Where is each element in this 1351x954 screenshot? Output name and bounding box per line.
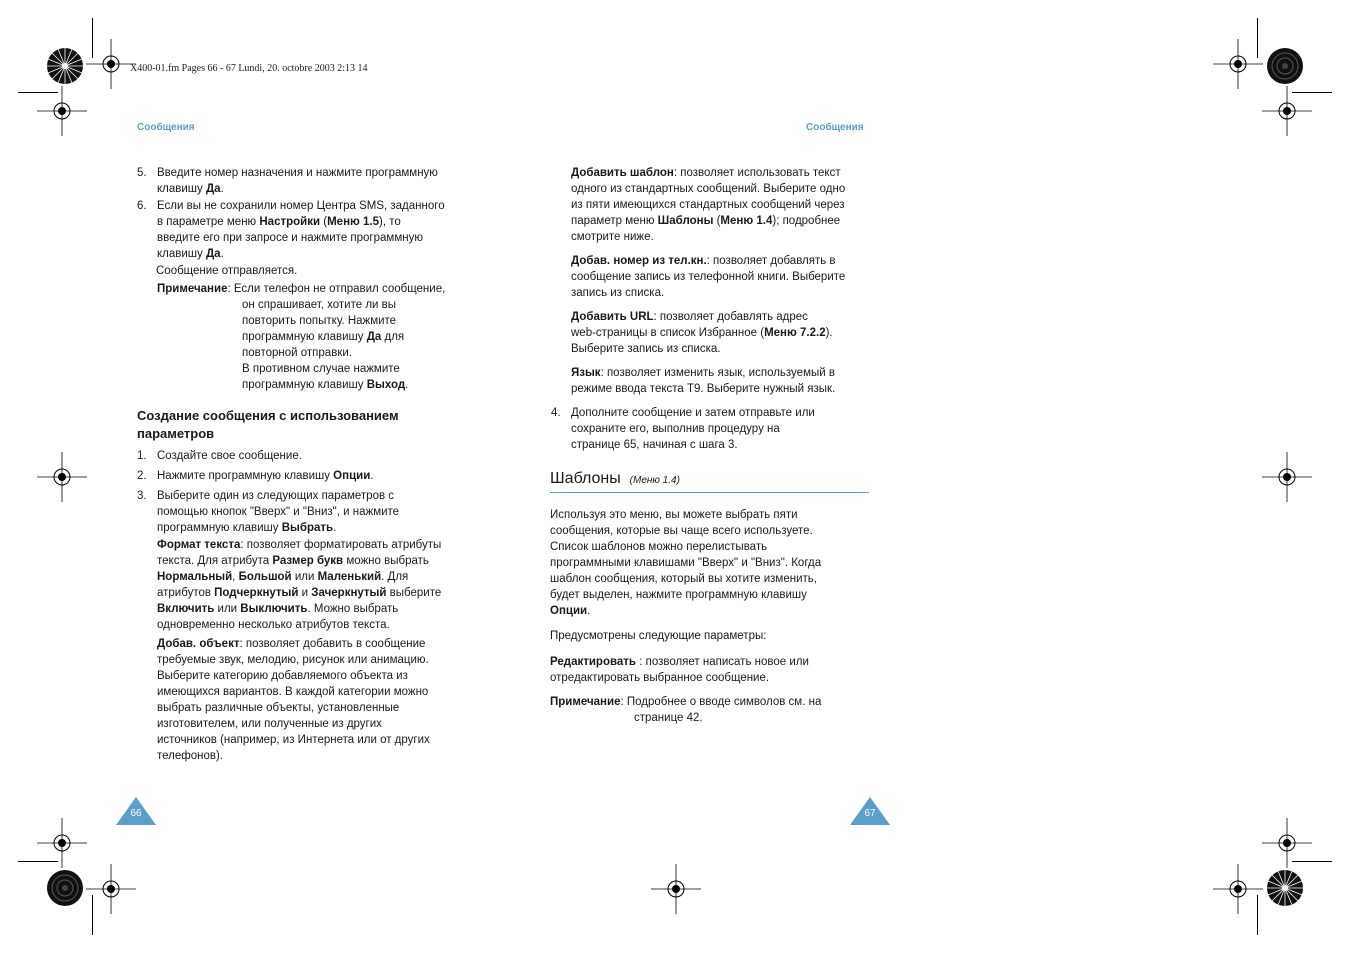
- subsection-heading: Создание сообщения с использованием параметров: [137, 408, 399, 441]
- option-add-template: Добавить шаблон: позволяет использовать текст одного из стандартных сообщений. Выберите одно из пяти имеющихся стандартных сообщений через параметр меню Шаблоны (Меню 1.4); подробнее смотрите ниже.: [571, 167, 846, 243]
- section-rule: [550, 492, 869, 493]
- crop-line: [92, 18, 93, 58]
- parameters-intro: Предусмотрены следующие параметры:: [550, 630, 767, 642]
- page-number-badge: [850, 797, 890, 825]
- crosshair-mark: [1213, 864, 1263, 914]
- crosshair-mark: [1262, 452, 1312, 502]
- crosshair-mark: [86, 39, 136, 89]
- crop-line: [1292, 861, 1332, 862]
- registration-sunburst-mark: [46, 47, 84, 85]
- registration-sunburst-mark: [1266, 47, 1304, 85]
- templates-description: Используя это меню, вы можете выбрать пяти сообщения, которые вы чаще всего используете. Список шаблонов можно перелистывать программными клавишами "Вверх" и "Вниз". Когда шаблон сообщения, который вы хотите изменить, будет выделен, нажмите программную клавишу Опции.: [550, 509, 822, 617]
- page-number: 66: [130, 808, 142, 819]
- crosshair-mark: [1213, 39, 1263, 89]
- crop-line: [18, 861, 58, 862]
- crosshair-mark: [1262, 86, 1312, 136]
- right-page-header: Сообщения: [806, 122, 864, 133]
- crop-line: [18, 92, 58, 93]
- note-block: Примечание: Если телефон не отправил сообщение, он спрашивает, хотите ли вы повторить попытку. Нажмите программную клавишу Да для повторной отправки. В противном случае нажмите программную клавишу Выход.: [157, 283, 446, 391]
- section-title: Шаблоны (Меню 1.4): [550, 470, 680, 487]
- crop-line: [1257, 895, 1258, 935]
- crop-line: [92, 895, 93, 935]
- page-number-badge: [116, 797, 156, 825]
- option-format-text: Формат текста: позволяет форматировать атрибуты текста. Для атрибута Размер букв можно выбрать Нормальный, Большой или Маленький. Для атрибутов Подчеркнутый и Зачеркнутый выберите Включить или Выключить. Можно выбрать одновременно несколько атрибутов текста.: [157, 539, 442, 631]
- crosshair-mark: [651, 864, 701, 914]
- option-add-url: Добавить URL: позволяет добавлять адрес web-страницы в список Избранное (Меню 7.2.2). Выберите запись из списка.: [571, 311, 833, 355]
- option-language: Язык: позволяет изменить язык, используемый в режиме ввода текста T9. Выберите нужный язык.: [571, 367, 836, 395]
- note-block: Примечание: Подробнее о вводе символов см. на странице 42.: [550, 696, 822, 724]
- registration-sunburst-mark: [46, 869, 84, 907]
- crop-line: [1292, 92, 1332, 93]
- registration-sunburst-mark: [1266, 869, 1304, 907]
- crop-line: [1257, 18, 1258, 58]
- crosshair-mark: [37, 452, 87, 502]
- option-add-object: Добав. объект: позволяет добавить в сообщение требуемые звук, мелодию, рисунок или анимацию. Выберите категорию добавляемого объекта из имеющихся вариантов. В каждой категории можно выбрать различные объекты, установленные изготовителем, или полученные из других источников (например, из Интернета или от других телефонов).: [157, 638, 430, 762]
- left-page-header: Сообщения: [137, 122, 195, 133]
- option-add-phonebook-number: Добав. номер из тел.кн.: позволяет добавлять в сообщение запись из телефонной книги. Выберите запись из списка.: [571, 255, 846, 299]
- page-number: 67: [864, 808, 876, 819]
- sent-status-text: Сообщение отправляется.: [156, 265, 298, 277]
- crosshair-mark: [86, 864, 136, 914]
- option-edit: Редактировать : позволяет написать новое или отредактировать выбранное сообщение.: [550, 656, 809, 684]
- file-info: X400-01.fm Pages 66 - 67 Lundi, 20. octobre 2003 2:13 14: [130, 63, 368, 74]
- crosshair-mark: [37, 86, 87, 136]
